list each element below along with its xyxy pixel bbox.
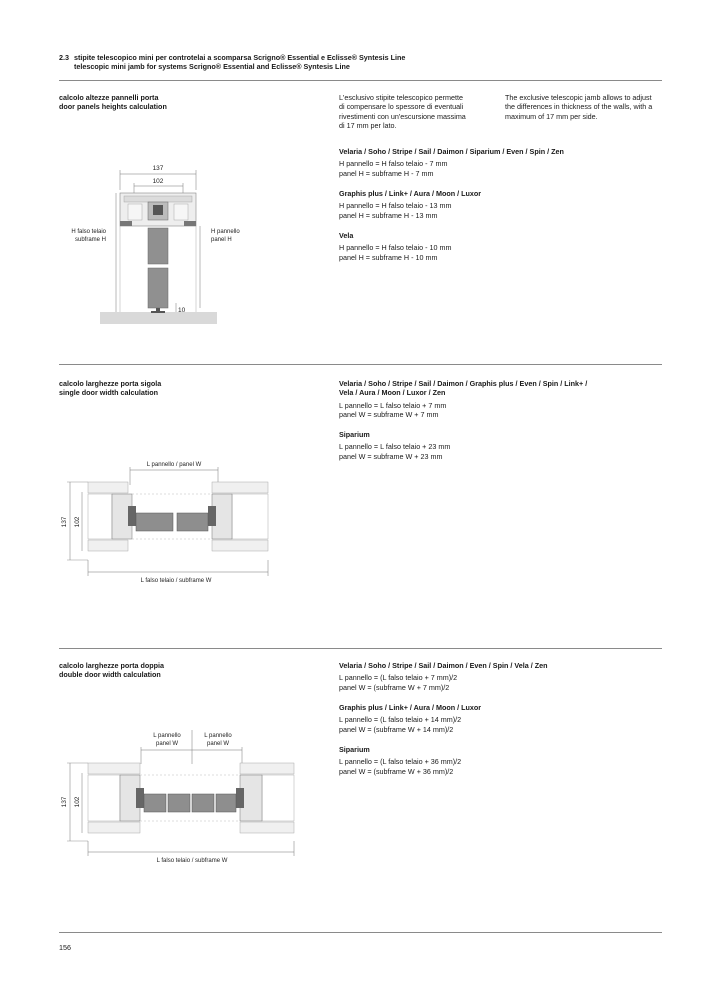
dim-102: 102: [74, 516, 81, 528]
formula-line: H pannello = H falso telaio - 10 mm: [339, 243, 452, 253]
formula-line: L pannello = (L falso telaio + 7 mm)/2: [339, 673, 458, 683]
formula-line: L pannello = L falso telaio + 23 mm: [339, 442, 451, 452]
divider: [59, 932, 662, 933]
dim-137: 137: [61, 796, 68, 808]
intro-en-line: The exclusive telescopic jamb allows to adjust: [505, 93, 652, 102]
formula-line: L pannello = L falso telaio + 7 mm: [339, 400, 447, 410]
intro-en-line: the differences in thickness of the walls, with a: [505, 102, 653, 112]
formula-line: panel W = (subframe W + 36 mm)/2: [339, 766, 454, 776]
intro-it-line: rivestimenti con un'escursione massima: [339, 111, 466, 121]
formula-group-title: Velaria / Soho / Stripe / Sail / Daimon / Siparium / Even / Spin / Zen: [339, 147, 564, 156]
formula-group-title: Vela / Aura / Moon / Luxor / Zen: [339, 388, 446, 398]
section1-heading-en: door panels heights calculation: [59, 102, 167, 111]
label-left-en: subframe H: [74, 237, 106, 243]
page-title-en: telescopic mini jamb for systems Scrigno® Essential and Eclisse® Syntesis Line: [74, 62, 350, 71]
wall-left-bottom: [88, 822, 140, 833]
formula-line: H pannello = H falso telaio - 13 mm: [339, 201, 452, 211]
wall-left-top: [88, 763, 140, 774]
intro-it-line: L'esclusivo stipite telescopico permette: [339, 93, 464, 102]
formula-group-title: Graphis plus / Link+ / Aura / Moon / Luxor: [339, 703, 482, 712]
formula-line: panel W = (subframe W + 14 mm)/2: [339, 724, 454, 734]
intro-it-line: di 17 mm per lato.: [339, 121, 397, 131]
dim-10: 10: [178, 307, 186, 314]
formula-group-title: Vela: [339, 231, 354, 240]
intro-en-line: maximum of 17 mm per side.: [505, 111, 598, 121]
label-right-it: H pannello: [211, 229, 240, 235]
section3-heading-en: double door width calculation: [59, 670, 161, 679]
right-panel-label-en: panel W: [206, 741, 230, 747]
formula-group-title: Velaria / Soho / Stripe / Sail / Daimon / Even / Spin / Vela / Zen: [339, 661, 548, 670]
section3-heading-it: calcolo larghezze porta doppia: [59, 661, 165, 670]
formula-group-title: Siparium: [339, 430, 370, 439]
door-panel: [192, 794, 214, 812]
formula-line: panel H = subframe H - 7 mm: [339, 168, 434, 178]
formula-line: panel W = (subframe W + 7 mm)/2: [339, 682, 450, 692]
dim-137: 137: [61, 516, 68, 528]
formula-line: L pannello = (L falso telaio + 36 mm)/2: [339, 757, 462, 767]
wall-right-top: [240, 763, 294, 774]
formula-line: panel H = subframe H - 10 mm: [339, 252, 438, 262]
dim-137: 137: [152, 165, 164, 172]
formula-group-title: Graphis plus / Link+ / Aura / Moon / Luxor: [339, 189, 482, 198]
page-number: 156: [59, 943, 71, 952]
section-number: 2.3: [59, 53, 69, 62]
right-panel-label-it: L pannello: [204, 733, 232, 739]
formula-line: panel W = subframe W + 7 mm: [339, 410, 439, 420]
formula-group-title: Velaria / Soho / Stripe / Sail / Daimon / Graphis plus / Even / Spin / Link+ /: [339, 379, 588, 388]
left-panel-label-it: L pannello: [153, 733, 181, 739]
section2-heading-it: calcolo larghezze porta sigola: [59, 379, 162, 388]
bottom-dim-label: L falso telaio / subframe W: [140, 578, 212, 584]
label-left-it: H falso telaio: [71, 229, 106, 235]
formula-line: panel H = subframe H - 13 mm: [339, 210, 438, 220]
formula-line: panel W = subframe W + 23 mm: [339, 451, 443, 461]
top-dim-label: L pannello / panel W: [146, 462, 202, 468]
formula-line: L pannello = (L falso telaio + 14 mm)/2: [339, 715, 462, 725]
label-right-en: panel H: [211, 237, 232, 243]
door-panel: [168, 794, 190, 812]
dim-102: 102: [74, 796, 81, 808]
intro-it-line: di compensare lo spessore di eventuali: [339, 102, 464, 112]
door-panel: [216, 794, 236, 812]
formula-line: H pannello = H falso telaio - 7 mm: [339, 159, 448, 169]
section1-heading-it: calcolo altezze pannelli porta: [59, 93, 159, 102]
wall-right-bottom: [240, 822, 294, 833]
formula-group-title: Siparium: [339, 745, 370, 754]
section2-heading-en: single door width calculation: [59, 388, 159, 397]
page-title-it: stipite telescopico mini per controtelai a scomparsa Scrigno® Essential e Eclisse® Syntesis Line: [74, 53, 406, 62]
left-panel-label-en: panel W: [155, 741, 179, 747]
door-panel: [144, 794, 166, 812]
dim-102: 102: [152, 178, 164, 185]
bottom-dim-label: L falso telaio / subframe W: [156, 858, 228, 864]
